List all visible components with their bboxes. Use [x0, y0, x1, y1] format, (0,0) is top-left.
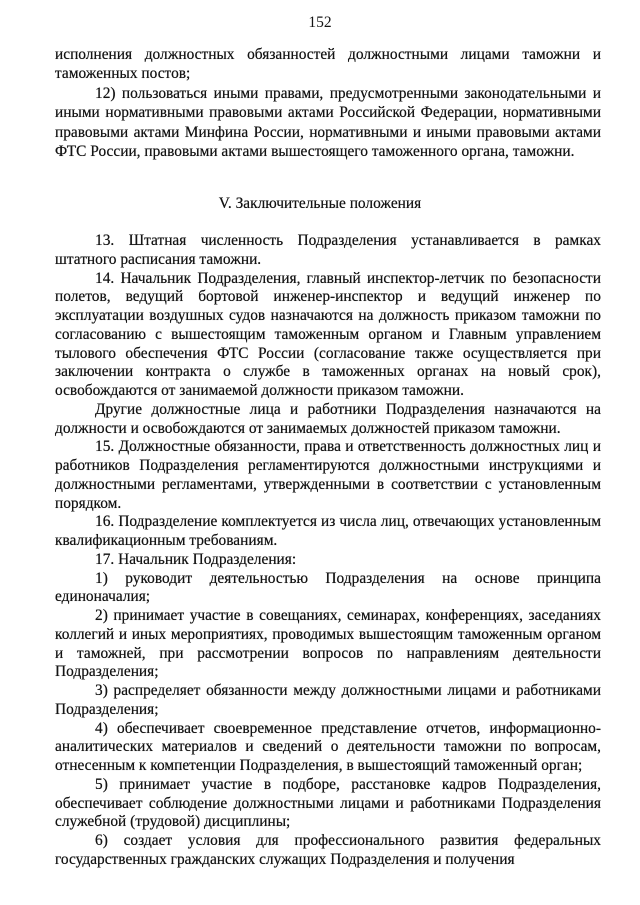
paragraph-17: 17. Начальник Подразделения: — [95, 550, 297, 568]
page-number: 152 — [308, 14, 332, 31]
section-heading: V. Заключительные положения — [218, 195, 422, 212]
paragraph-16: 16. Подразделение комплектуется из числа лиц, отвечающих установленным квалификационным требованиям. — [55, 513, 601, 549]
paragraph-17-2: 2) принимает участие в совещаниях, семинарах, конференциях, заседаниях коллегий и иных мероприятиях, проводимых вышестоящим таможенным органом и таможней, при рассмотрении вопросов по направлениям деятельности Подразделения; — [55, 607, 601, 681]
main-text-block — [55, 232, 601, 870]
paragraph-14: 14. Начальник Подразделения, главный инспектор-летчик по безопасности полетов, ведущий бортовой инженер-инспектор и ведущий инженер по эксплуатации воздушных судов назначаются на должность приказом таможни по согласованию с вышестоящим таможенным органом и Главным управлением тылового обеспечения ФТС России (согласование также осуществляется при заключении контракта о службе в таможенных органах на новый срок), освобождаются от занимаемой должности приказом таможни. — [55, 269, 601, 399]
paragraph-14-other: Другие должностные лица и работники Подразделения назначаются на должности и освобождаются от занимаемых должностей приказом таможни. — [55, 400, 601, 437]
paragraph-17-6: 6) создает условия для профессионального развития федеральных государственных гражданских служащих Подразделения и получения — [55, 832, 601, 868]
paragraph-17-4: 4) обеспечивает своевременное представление отчетов, информационно-аналитических материалов и сведений о деятельности таможни по вопросам, отнесенным к компетенции Подразделения, в вышестоящий таможенный орган; — [55, 719, 601, 774]
paragraph-17-5: 5) принимает участие в подборе, расстановке кадров Подразделения, обеспечивает соблюдение должностными лицами и работниками Подразделения служебной (трудовой) дисциплины; — [55, 775, 601, 831]
paragraph-continuation: исполнения должностных обязанностей должностными лицами таможни и таможенных постов; — [55, 46, 601, 83]
paragraph-13: 13. Штатная численность Подразделения устанавливается в рамках штатного расписания таможни. — [55, 232, 601, 268]
paragraph-17-3: 3) распределяет обязанности между должностными лицами и работниками Подразделения; — [55, 682, 601, 718]
paragraph-item-12: 12) пользоваться иными правами, предусмотренными законодательными и иными нормативными правовыми актами Российской Федерации, нормативными правовыми актами Минфина России, нормативными и иными правовыми актами ФТС России, правовыми актами вышестоящего таможенного органа, таможни. — [55, 84, 601, 161]
top-text-block — [55, 45, 601, 161]
paragraph-17-1: 1) руководит деятельностью Подразделения на основе принципа единоначалия; — [55, 569, 601, 606]
paragraph-15: 15. Должностные обязанности, права и ответственность должностных лиц и работников Подразделения регламентируются должностными инструкциями и должностными регламентами, утвержденными в соответствии с установленным порядком. — [55, 438, 601, 512]
